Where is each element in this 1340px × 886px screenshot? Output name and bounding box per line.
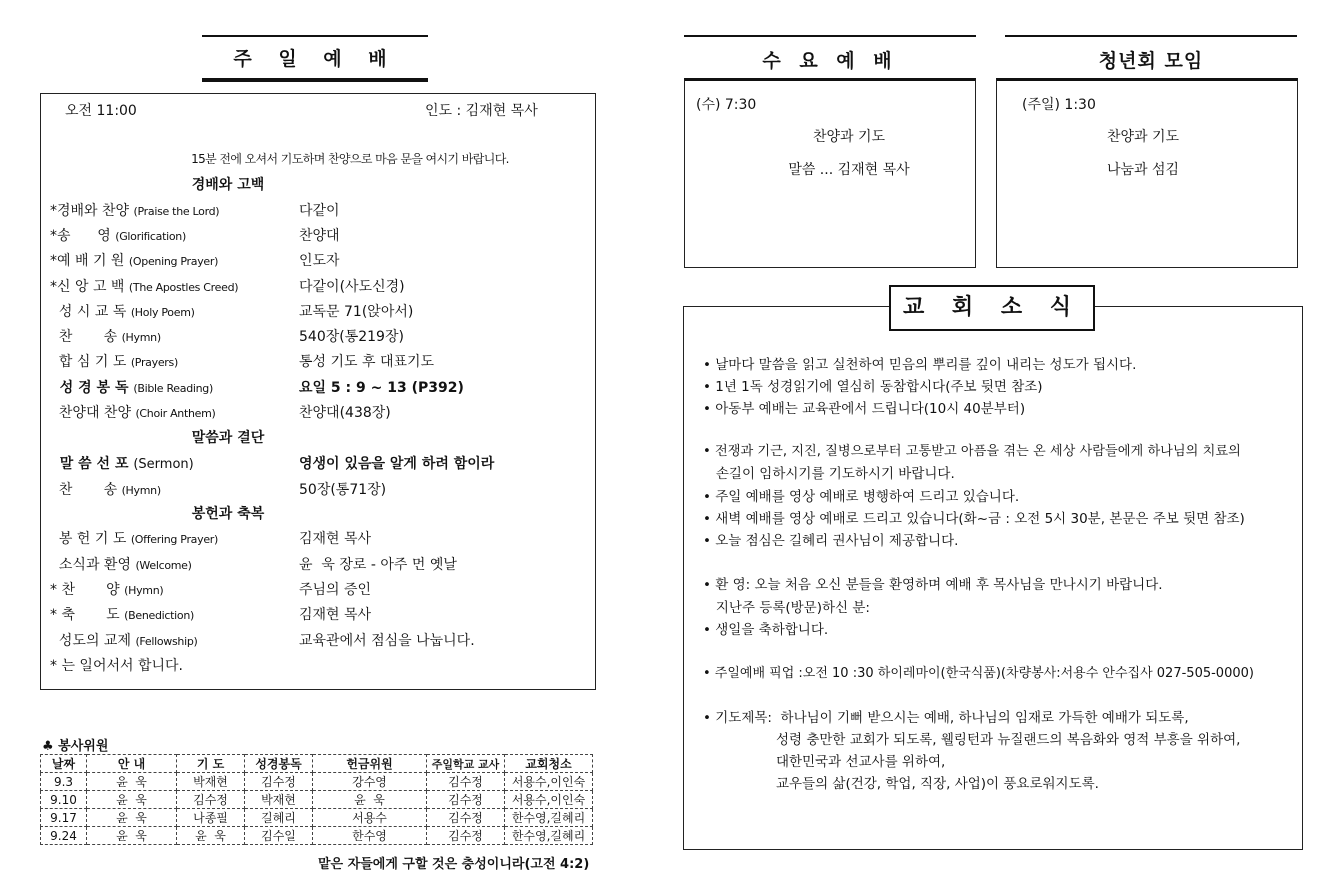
news-item: • 전쟁과 기근, 지진, 질병으로부터 고통받고 아픔을 겪는 온 세상 사람들에게 하나님의 치료의 xyxy=(703,444,1241,459)
wednesday-line: 찬양과 기도 xyxy=(812,129,886,145)
news-item: 성령 충만한 교회가 되도록, 웰링턴과 뉴질랜드의 복음화와 영적 부흥을 위하여, xyxy=(703,732,1241,748)
order-item-sermon: 말 씀 선 포 (Sermon) 영생이 있음을 알게 하려 함이라 xyxy=(50,456,495,472)
news-title: 교 회 소 식 xyxy=(889,285,1095,331)
order-item: 찬 송 (Hymn) 50장(통71장) xyxy=(50,482,387,498)
section-heading: 봉헌과 축복 xyxy=(191,506,265,522)
order-item-bible-reading: 성 경 봉 독 (Bible Reading) 요일 5 : 9 ~ 13 (P392) xyxy=(50,380,464,396)
section-heading: 말씀과 결단 xyxy=(191,430,265,446)
column-header: 헌금위원 xyxy=(313,755,427,773)
news-item: 교우들의 삶(건강, 학업, 직장, 사업)이 풍요로워지도록. xyxy=(703,776,1099,792)
title-rule-top xyxy=(202,35,428,37)
youth-line: 나눔과 섬김 xyxy=(1106,162,1180,178)
news-item: 손길이 임하시기를 기도하시기 바랍니다. xyxy=(703,466,955,482)
wednesday-rule-top xyxy=(684,35,976,37)
volunteers-table xyxy=(40,754,593,845)
table-row: 9.24 윤 욱 윤 욱 김수일 한수영 김수정 한수영,길혜리 xyxy=(41,827,593,845)
order-item: 찬 송 (Hymn) 540장(통219장) xyxy=(50,329,404,345)
youth-rule-top xyxy=(1005,35,1297,37)
column-header: 날짜 xyxy=(41,755,87,773)
youth-time: (주일) 1:30 xyxy=(1022,97,1096,113)
wednesday-line: 말씀 ... 김재현 목사 xyxy=(788,162,910,178)
order-item: 찬양대 찬양 (Choir Anthem) 찬양대(438장) xyxy=(50,405,391,421)
service-time: 오전 11:00 xyxy=(65,103,137,119)
news-item: 대한민국과 선교사를 위하여, xyxy=(703,754,946,770)
news-item: • 주일예배 픽업 :오전 10 :30 하이레마이(한국식품)(차량봉사:서용수 안수집사 027-505-0000) xyxy=(703,666,1254,681)
table-row: 9.3 윤 욱 박재현 김수정 강수영 김수정 서용수,이인숙 xyxy=(41,773,593,791)
order-item: * 찬 양 (Hymn) 주님의 증인 xyxy=(50,582,372,598)
youth-title: 청년회 모임 xyxy=(1098,50,1204,72)
table-header-row xyxy=(41,755,593,773)
order-item: *예 배 기 원 (Opening Prayer) 인도자 xyxy=(50,253,340,269)
order-item: 봉 헌 기 도 (Offering Prayer) 김재현 목사 xyxy=(50,531,372,547)
service-leader: 인도 : 김재현 목사 xyxy=(425,103,538,119)
wednesday-title: 수 요 예 배 xyxy=(762,50,898,72)
news-item: • 주일 예배를 영상 예배로 병행하여 드리고 있습니다. xyxy=(703,489,1020,505)
section-heading: 경배와 고백 xyxy=(191,177,265,193)
news-item: • 기도제목: 하나님이 기뻐 받으시는 예배, 하나님의 임재로 가득한 예배가 되도록, xyxy=(703,710,1189,726)
column-header: 주일학교 교사 xyxy=(427,755,505,773)
sunday-title: 주 일 예 배 xyxy=(233,48,397,70)
news-item: 지난주 등록(방문)하신 분: xyxy=(703,600,870,616)
news-item: • 날마다 말씀을 읽고 실천하여 믿음의 뿌리를 깊이 내리는 성도가 됩시다. xyxy=(703,357,1137,373)
news-item: • 생일을 축하합니다. xyxy=(703,622,829,638)
youth-line: 찬양과 기도 xyxy=(1106,129,1180,145)
news-item: • 새벽 예배를 영상 예배로 드리고 있습니다(화~금 : 오전 5시 30분, 본문은 주보 뒷면 참조) xyxy=(703,511,1245,527)
news-item: • 환 영: 오늘 처음 오신 분들을 환영하며 예배 후 목사님을 만나시기 바랍니다. xyxy=(703,577,1163,593)
order-item: 성 시 교 독 (Holy Poem) 교독문 71(앉아서) xyxy=(50,304,414,320)
standing-note: * 는 일어서서 합니다. xyxy=(50,658,183,674)
order-item: *송 영 (Glorification) 찬양대 xyxy=(50,228,340,244)
column-header: 안 내 xyxy=(87,755,177,773)
table-row: 9.17 윤 욱 나종필 길혜리 서용수 김수정 한수영,길혜리 xyxy=(41,809,593,827)
order-item: *신 앙 고 백 (The Apostles Creed) 다같이(사도신경) xyxy=(50,279,405,295)
column-header: 기 도 xyxy=(177,755,245,773)
volunteers-title: ♣ 봉사위원 xyxy=(42,739,109,754)
table-row: 9.10 윤 욱 김수정 박재현 윤 욱 김수정 서용수,이인숙 xyxy=(41,791,593,809)
news-item: • 1년 1독 성경읽기에 열심히 동참합시다(주보 뒷면 참조) xyxy=(703,379,1043,395)
news-item: • 아동부 예배는 교육관에서 드립니다(10시 40분부터) xyxy=(703,401,1026,417)
order-item: *경배와 찬양 (Praise the Lord) 다같이 xyxy=(50,203,340,219)
closing-verse: 맡은 자들에게 구할 것은 충성이니라(고전 4:2) xyxy=(318,857,590,872)
service-intro: 15분 전에 오셔서 기도하며 찬양으로 마음 문을 여시기 바랍니다. xyxy=(191,152,509,166)
column-header: 교회청소 xyxy=(505,755,593,773)
order-item: 성도의 교제 (Fellowship) 교육관에서 점심을 나눕니다. xyxy=(50,633,475,649)
wednesday-time: (수) 7:30 xyxy=(696,97,757,113)
order-item: * 축 도 (Benediction) 김재현 목사 xyxy=(50,607,372,623)
order-item: 합 심 기 도 (Prayers) 통성 기도 후 대표기도 xyxy=(50,354,435,370)
title-rule-bottom xyxy=(202,78,428,82)
column-header: 성경봉독 xyxy=(245,755,313,773)
news-item: • 오늘 점심은 길혜리 권사님이 제공합니다. xyxy=(703,533,959,549)
order-item: 소식과 환영 (Welcome) 윤 욱 장로 - 아주 먼 옛날 xyxy=(50,557,457,573)
